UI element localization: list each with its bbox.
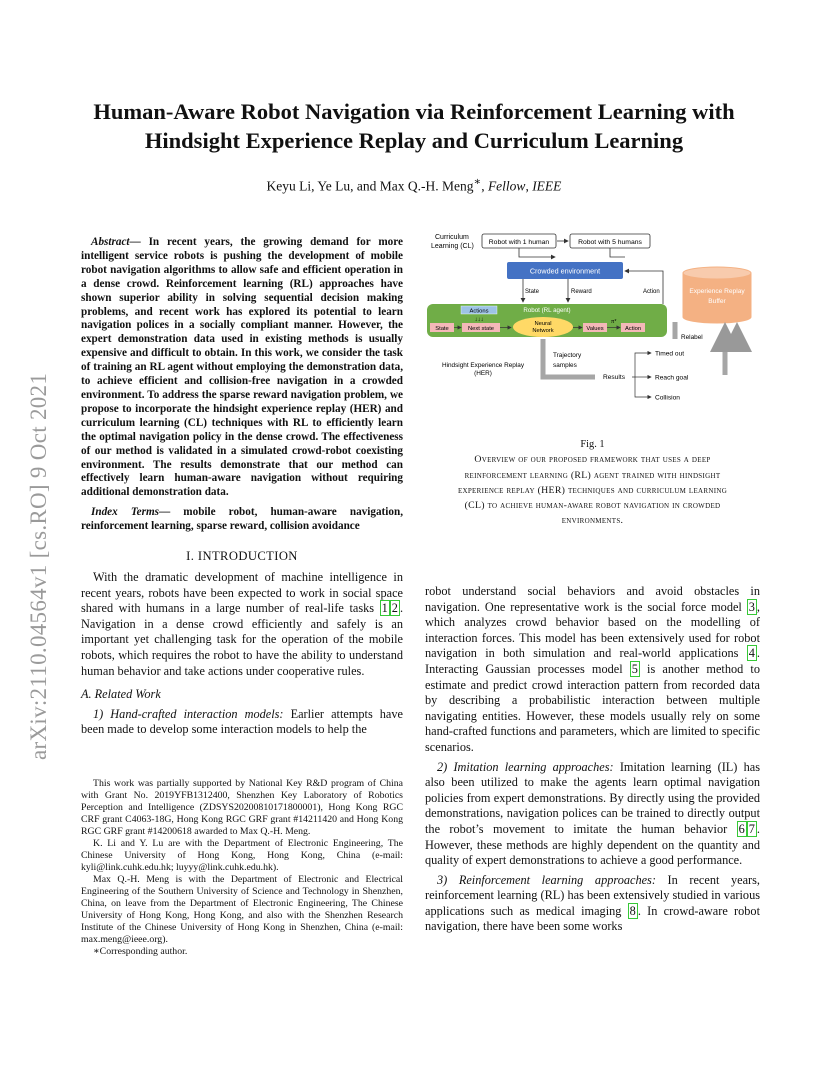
left-column-body [81,570,403,738]
fig-state-arrow-label: State [525,289,540,295]
caption-line-2: reinforcement learning (RL) agent trained with hindsight [464,469,721,481]
fig-timed-out-label: Timed out [655,350,685,358]
corresponding-mark: ∗ [473,176,482,188]
arxiv-identifier[interactable]: arXiv:2110.04564v1 [cs.RO] 9 Oct 2021 [26,372,51,760]
fig-action-arrow-label: Action [643,289,660,295]
fig-robot-1-human-label: Robot with 1 human [488,239,550,246]
fig-reach-goal-label: Reach goal [655,374,689,382]
footnote-corresponding: ∗Corresponding author. [93,946,188,957]
caption-line-4: (CL) to achieve human-aware robot navigation in crowded [464,500,721,512]
imitation-text-a: Imitation learning (IL) has also been utilized to make the agents learn optimal navigation policies from expert demonstrations. By directly using the provided demonstrations, navigation polices can be trained to directly output the robot’s movement to imitate the human behavior [425,759,760,836]
citation-6[interactable]: 6 [738,821,745,836]
right-text-c: . Interacting Gaussian processes model [425,646,760,676]
footnote-funding: This work was partially supported by National Key R&D program of China with Grant No. 2019YFB1312400, Shenzhen Key Laboratory of Robotics Perception and Intelligence (ZDSYS20200810171800001), Hong Kong RGC CRF grant C4063-18G, Hong Kong RGC GRF grant #14211420 and Hong Kong RGC GRF grant #14200618 awarded to Max Q.-H. Meng. [81,778,403,837]
fig-next-state-label: Next state [467,326,495,332]
citation-2[interactable]: 2 [391,601,398,616]
fig-rl-agent-label: Robot (RL agent) [523,307,571,314]
abstract-label: Abstract [91,236,130,248]
author-fellow: Fellow [487,178,526,194]
fig-trajectory-label-2: samples [553,362,577,369]
citation-1[interactable]: 1 [381,601,388,616]
footnotes [81,778,403,958]
imitation-lead: 2) Imitation learning approaches: [437,759,614,774]
right-text-b: , which analyzes crowd behavior based on the modelling of interaction forces. This model has been extensively used for robot navigation in both simulation and real-world applications [425,599,760,661]
abstract: Abstract— In recent years, the growing demand for more intelligent service robots is pushing the development of mobile robot navigation algorithms to allow safe and efficient operation in a dense crowd. Reinforcement learning (RL) approaches have shown superior ability in solving sequential decision making problems, and recent work has explored its potential to learn navigation polices in a socially compliant manner. However, the expert demonstration data used in existing methods is usually expensive and difficult to obtain. In this work, we consider the task of training an RL agent without employing the demonstration data, to achieve efficient and collision-free navigation in a crowded environment. To address the sparse reward navigation problem, we propose to incorporate the hindsight experience replay (HER) and curriculum learning (CL) techniques with RL to efficiently learn the optimal navigation policy in the dense crowd. The effectiveness of our method is validated in a simulated crowd-robot coexisting environment. The results demonstrate that our method can effectively learn human-aware navigation without requiring additional demonstration data. [81,236,404,499]
framework-figure [425,227,765,412]
citation-4[interactable]: 4 [748,646,755,661]
figure-caption [425,437,760,529]
section-heading-introduction: I. INTRODUCTION [186,549,298,563]
fig-curriculum-label-2: Learning (CL) [431,243,474,250]
fig-relabel-label: Relabel [681,334,703,341]
author-names: Keyu Li, Ye Lu, and Max Q.-H. Meng [266,178,474,194]
fig-curriculum-label: Curriculum [435,234,469,241]
right-column-body [425,584,760,935]
author-list: Keyu Li, Ye Lu, and Max Q.-H. Meng∗, Fellow, IEEE [266,176,562,194]
author-ieee: IEEE [532,178,562,194]
fig-her-label: Hindsight Experience Replay [441,362,525,369]
caption-line-3: experience replay (HER) techniques and curriculum learning [457,484,728,496]
caption-line-5: environments. [561,515,624,527]
abstract-text: In recent years, the growing demand for more intelligent service robots is pushing the development of mobile robot navigation algorithms to allow safe and efficient operation in a dense crowd. Reinforcement learning (RL) approaches have shown superior ability in solving sequential decision making problems, and recent work has explored its potential to learn navigation polices in a socially compliant manner. However, the expert demonstration data used in existing methods is usually expensive and difficult to obtain. In this work, we consider the task of training an RL agent without employing the demonstration data, to achieve efficient and collision-free navigation in a crowded environment. To address the sparse reward navigation problem, we propose to incorporate the hindsight experience replay (HER) and curriculum learning (CL) techniques with RL to efficiently learn the optimal navigation policy in the dense crowd. The effectiveness of our method is validated in a simulated crowd-robot coexisting environment. The results demonstrate that our method can effectively learn human-aware navigation without requiring additional demonstration data. [81,236,404,499]
svg-text:↓↓↓: ↓↓↓ [474,317,484,323]
fig-collision-label: Collision [655,394,680,402]
right-text-a: robot understand social behaviors and avoid obstacles in navigation. One representative work is the social force model [425,584,760,614]
rl-text-b: . In crowd-aware robot navigation, there have been some works [425,903,760,934]
footnote-affiliation-li-lu: K. Li and Y. Lu are with the Department of Electronic Engineering, The Chinese University of Hong Kong, Hong Kong, China (e-mail: kyli@link.cuhk.edu.hk; luyyy@link.cuhk.edu.hk). [81,838,403,873]
right-text-d: is another method to estimate and predict crowd interaction pattern from recorded data by describing a probabilistic interaction between multiple navigating entities. However, these models usually rely on some hand-crafted functions and parameters, which are limited to specific scenarios. [425,661,761,754]
fig-crowded-environment-label: Crowded environment [529,266,601,276]
hand-crafted-lead: 1) Hand-crafted interaction models: [93,706,284,721]
rl-text-a: In recent years, reinforcement learning (RL) has been extensively studied in various applications such as medical imaging [425,872,760,918]
fig-robot-5-humans-label: Robot with 5 humans [578,239,642,246]
citation-7[interactable]: 7 [748,821,755,836]
citation-8[interactable]: 8 [629,903,636,918]
caption-figure-number: Fig. 1 [580,439,605,450]
title-line-1: Human-Aware Robot Navigation via Reinforcement Learning with [93,99,735,124]
fig-neural-network-ellipse [513,317,573,337]
fig-state-box-label: State [435,326,449,332]
subsection-related-work: A. Related Work [81,687,161,702]
citation-3[interactable]: 3 [748,599,755,614]
hand-crafted-paragraph [81,707,403,738]
caption-line-1: Overview of our proposed framework that uses a deep [474,454,711,466]
rl-lead: 3) Reinforcement learning approaches: [437,872,656,887]
title-line-2: Hindsight Experience Replay and Curriculum Learning [144,128,684,153]
fig-trajectory-label: Trajectory [553,352,582,359]
imitation-text-b: . However, these methods are highly dependent on the quantity and quality of expert demonstrations to achieve a good performance. [425,821,760,868]
fig-action-box-label: Action [624,326,642,332]
index-terms-text: mobile robot, human-aware navigation, reinforcement learning, sparse reward, collision avoidance [81,506,403,532]
fig-her-label-2: (HER) [474,370,492,377]
index-terms: Index Terms— mobile robot, human-aware navigation, reinforcement learning, sparse reward, collision avoidance [81,506,403,532]
imitation-paragraph [425,760,760,869]
fig-actions-label: Actions [469,308,489,315]
intro-text-b: . Navigation in a dense crowd efficiently and safely is an important yet challenging task for the operation of the mobile robots, which requires the robot to have the ability to understand human behavior and take actions under cooperative rules. [81,601,404,678]
hand-crafted-text: Earlier attempts have been made to develop some interaction models to help the [81,706,403,737]
fig-experience-replay-label: Experience Replay [689,288,745,295]
fig-neural-network-label: Neural [534,321,552,327]
rl-paragraph [425,873,760,935]
intro-paragraph [81,570,403,679]
svg-text:π*: π* [611,319,617,325]
index-terms-label: Index Terms [91,506,159,518]
social-force-paragraph [425,584,760,756]
citation-5[interactable]: 5 [631,661,638,676]
fig-reward-arrow-label: Reward [571,289,592,295]
fig-experience-replay-label-2: Buffer [708,298,726,305]
fig-values-label: Values [586,326,604,332]
fig-neural-network-label-2: Network [532,328,554,334]
fig-results-label: Results [603,374,625,381]
paper-title [60,97,768,155]
intro-text-a: With the dramatic development of machine intelligence in recent years, robots have been expected to work in social space shared with humans in a large number of real-life tasks [81,570,403,616]
footnote-affiliation-meng: Max Q.-H. Meng is with the Department of Electronic and Electrical Engineering of the Southern University of Science and Technology in Shenzhen, China, on leave from the Department of Electronic Engineering, The Chinese University of Hong Kong, Hong Kong, and also with the Shenzhen Research Institute of the Chinese University of Hong Kong in Shenzhen, China (e-mail: max.meng@ieee.org). [81,874,403,945]
